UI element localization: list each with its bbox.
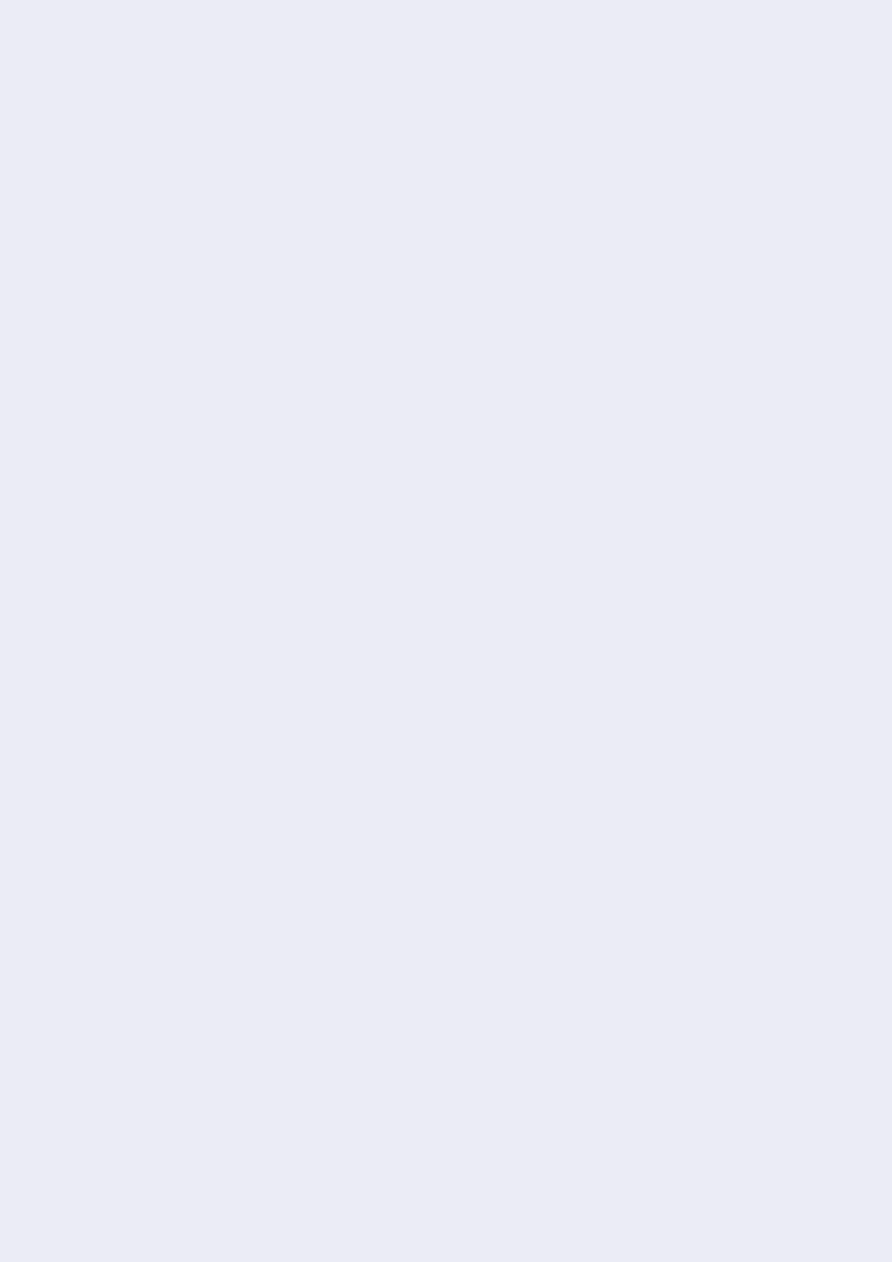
tables-heading xyxy=(106,298,576,320)
figures-heading xyxy=(106,263,576,285)
table-of-contents xyxy=(106,228,576,320)
annexes-heading xyxy=(106,228,576,250)
